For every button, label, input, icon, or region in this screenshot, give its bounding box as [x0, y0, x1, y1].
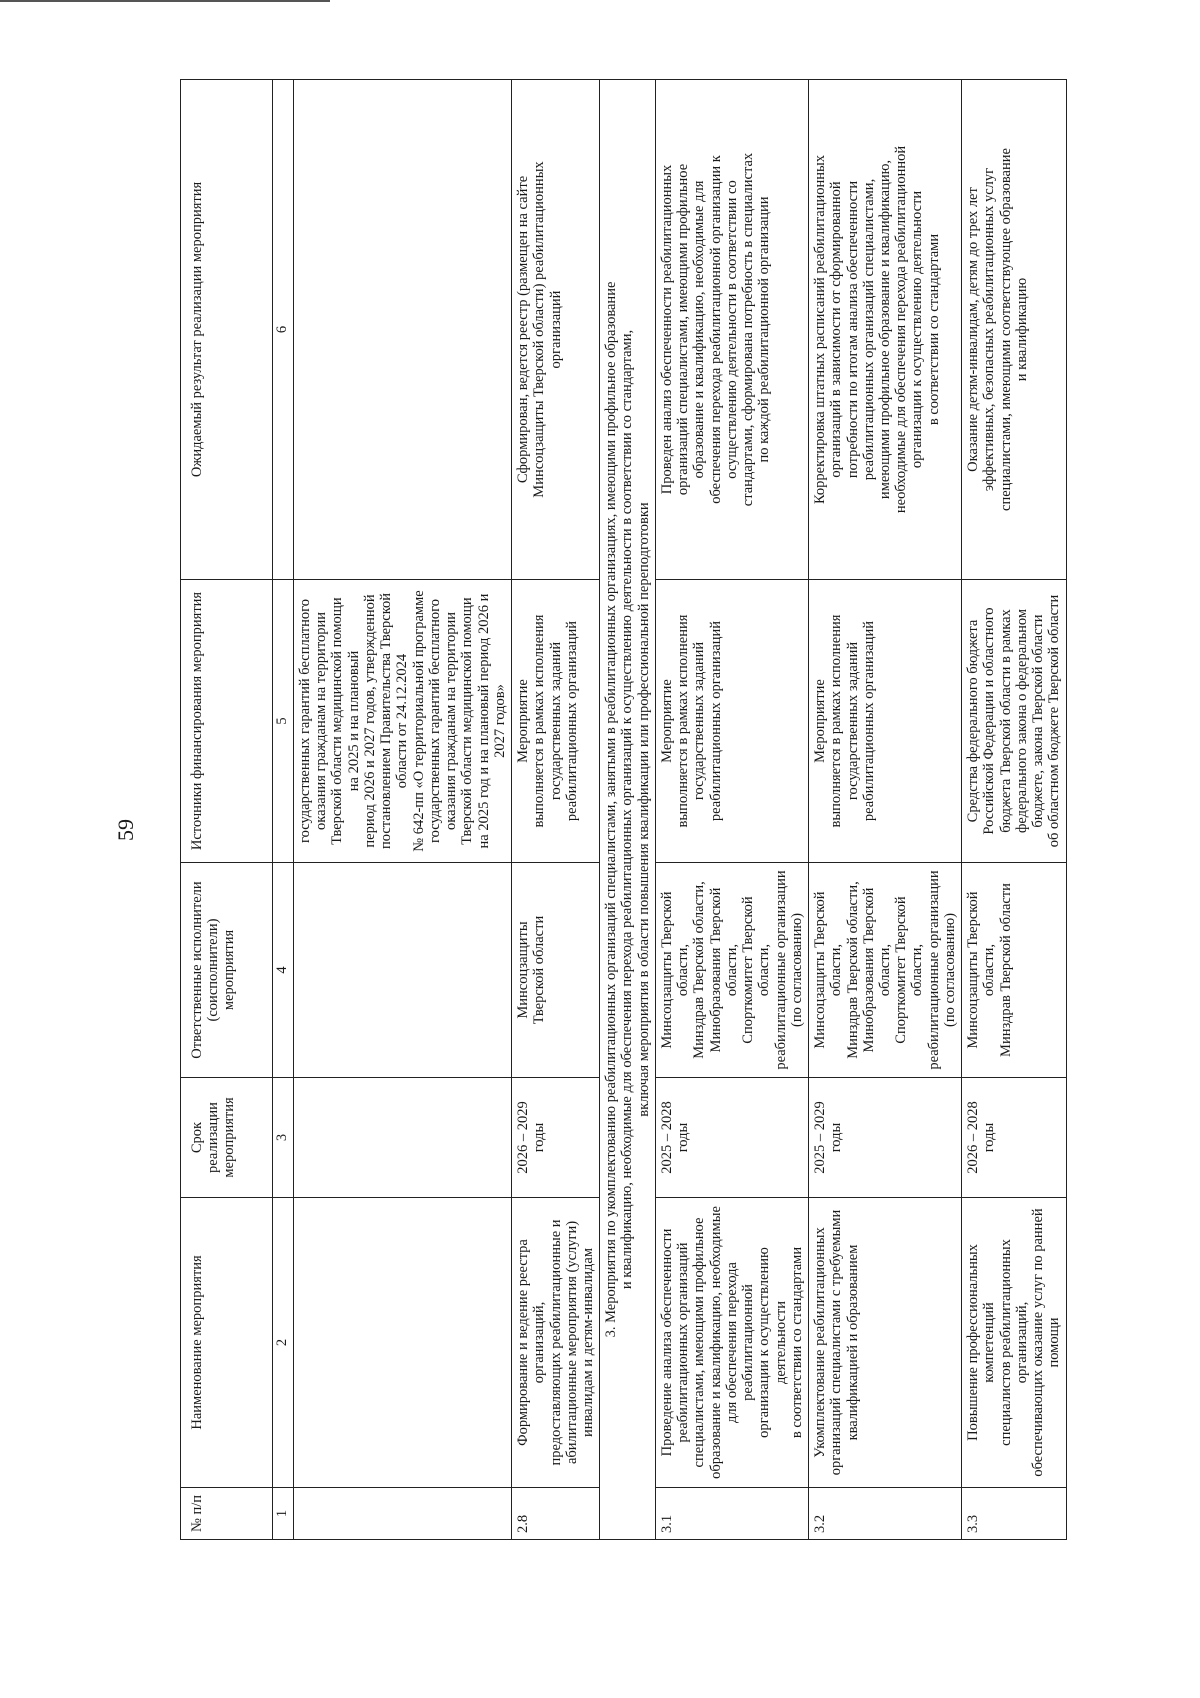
- section-3-title: 3. Мероприятия по укомплектованию реабилитационных организаций специалистами, занятыми в реабилитационных организациях, имеющими профильное образование и квалификацию, необходимые для обеспечения перехода реабилитационных организаций к осуществлению деятельности в соответствии со стандартами, включая мероприятия в области повышения квалификации или профессиональной переподготовки: [600, 80, 656, 1540]
- table-row-3-1: [655, 80, 808, 1540]
- row-term: 2026 – 2029 годы: [512, 1078, 600, 1198]
- landscape-content: [180, 80, 1120, 1540]
- table-row-3-3: [962, 80, 1066, 1540]
- row-term: [294, 1078, 512, 1198]
- column-numbers-row: [273, 80, 294, 1540]
- row-name: Укомплектование реабилитационных организаций специалистами с требуемыми квалификацией и образованием: [809, 1198, 962, 1488]
- column-number: 5: [273, 580, 294, 863]
- rotated-page-stage: [180, 80, 1120, 1540]
- header-result: Ожидаемый результат реализации мероприятия: [181, 80, 273, 580]
- header-measure-name: Наименование мероприятия: [181, 1198, 273, 1488]
- row-number: 3.1: [655, 1488, 808, 1540]
- row-number: 3.2: [809, 1488, 962, 1540]
- table-row-continuation: [294, 80, 512, 1540]
- row-name: Повышение профессиональных компетенций специалистов реабилитационных организаций, обеспечивающих оказание услуг по ранней помощи: [962, 1198, 1066, 1488]
- row-executors: Минсоцзащиты Тверской области: [512, 863, 600, 1078]
- row-result: Сформирован, ведется реестр (размещен на сайте Минсоцзащиты Тверской области) реабилитационных организаций: [512, 80, 600, 580]
- header-funding: Источники финансирования мероприятия: [181, 580, 273, 863]
- scan-edge: [0, 0, 330, 2]
- row-executors: Минсоцзащиты Тверской области, Минздрав Тверской области, Минобразования Тверской области, Спорткомитет Тверской области, реабилитационные организации (по согласованию): [655, 863, 808, 1078]
- table-row-2-8: [512, 80, 600, 1540]
- row-result: [294, 80, 512, 580]
- header-executors: Ответственные исполнители (соисполнители) мероприятия: [181, 863, 273, 1078]
- header-term: Срок реализации мероприятия: [181, 1078, 273, 1198]
- row-result: Оказание детям-инвалидам, детям до трех лет эффективных, безопасных реабилитационных услуг специалистами, имеющими соответствующее образование и квалификацию: [962, 80, 1066, 580]
- section-3-row: [600, 80, 656, 1540]
- row-funding: Средства федерального бюджета Российской Федерации и областного бюджета Тверской области в рамках федерального закона о федеральном бюджете, закона Тверской области об областном бюджете Тверской области: [962, 580, 1066, 863]
- row-number: 2.8: [512, 1488, 600, 1540]
- row-executors: Минсоцзащиты Тверской области, Минздрав Тверской области: [962, 863, 1066, 1078]
- column-number: 3: [273, 1078, 294, 1198]
- table-header-row: [181, 80, 273, 1540]
- row-number: [294, 1488, 512, 1540]
- row-term: 2026 – 2028 годы: [962, 1078, 1066, 1198]
- row-result: Корректировка штатных расписаний реабилитационных организаций в зависимости от сформированной потребности по итогам анализа обеспеченности реабилитационных организаций специалистами, имеющими профильное образование и квалификацию, необходимые для обеспечения перехода реабилитационной организации к осуществлению деятельности в соответствии со стандартами: [809, 80, 962, 580]
- row-name: Формирование и ведение реестра организаций, предоставляющих реабилитационные и абилитационные мероприятия (услуги) инвалидам и детям-инвалидам: [512, 1198, 600, 1488]
- column-number: 2: [273, 1198, 294, 1488]
- row-funding: Мероприятие выполняется в рамках исполнения государственных заданий реабилитационных организаций: [512, 580, 600, 863]
- row-funding: Мероприятие выполняется в рамках исполнения государственных заданий реабилитационных организаций: [655, 580, 808, 863]
- measures-table: [180, 79, 1067, 1540]
- row-result: Проведен анализ обеспеченности реабилитационных организаций специалистами, имеющими профильное образование и квалификацию, необходимые для обеспечения перехода реабилитационной организации к осуществлению деятельности в соответствии со стандартами, сформирована потребность в специалистах по каждой реабилитационной организации: [655, 80, 808, 580]
- header-number: № п/п: [181, 1488, 273, 1540]
- column-number: 4: [273, 863, 294, 1078]
- row-term: 2025 – 2029 годы: [809, 1078, 962, 1198]
- row-name: [294, 1198, 512, 1488]
- column-number: 6: [273, 80, 294, 580]
- row-funding: Мероприятие выполняется в рамках исполнения государственных заданий реабилитационных организаций: [809, 580, 962, 863]
- row-number: 3.3: [962, 1488, 1066, 1540]
- row-executors: Минсоцзащиты Тверской области, Минздрав Тверской области, Минобразования Тверской области, Спорткомитет Тверской области, реабилитационные организации (по согласованию): [809, 863, 962, 1078]
- row-name: Проведение анализа обеспеченности реабилитационных организаций специалистами, имеющими профильное образование и квалификацию, необходимые для обеспечения перехода реабилитационной организации к осуществлению деятельности в соответствии со стандартами: [655, 1198, 808, 1488]
- column-number: 1: [273, 1488, 294, 1540]
- row-executors: [294, 863, 512, 1078]
- table-row-3-2: [809, 80, 962, 1540]
- page-number: 59: [113, 819, 138, 841]
- row-funding: государственных гарантий бесплатного оказания гражданам на территории Тверской области медицинской помощи на 2025 и на плановый период 2026 и 2027 годов, утвержденной постановлением Правительства Тверской области от 24.12.2024 № 642-пп «О территориальной программе государственных гарантий бесплатного оказания гражданам на территории Тверской области медицинской помощи на 2025 год и на плановый период 2026 и 2027 годов»: [294, 580, 512, 863]
- row-term: 2025 – 2028 годы: [655, 1078, 808, 1198]
